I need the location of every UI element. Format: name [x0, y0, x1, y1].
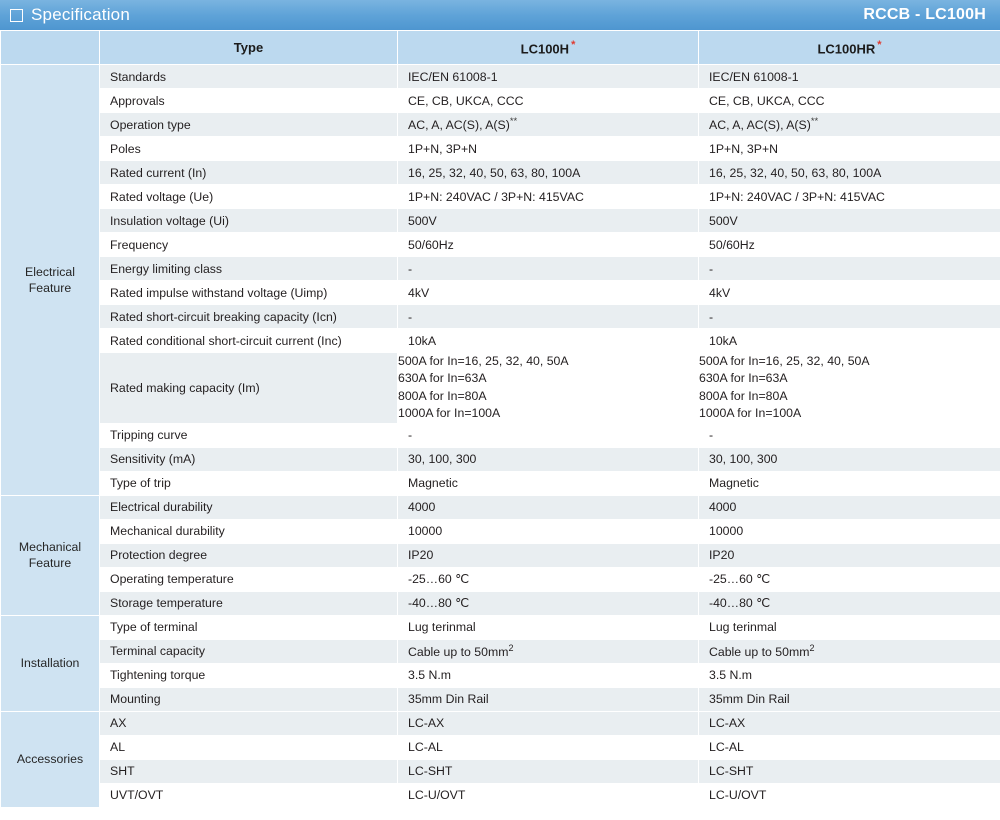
group-cell-mechanical-feature [1, 495, 100, 615]
type-column-header [100, 31, 398, 65]
row-label: Approvals [100, 89, 398, 113]
row-label: Mechanical durability [100, 519, 398, 543]
table-row [1, 543, 1000, 567]
row-value-lc100hr: CE, CB, UKCA, CCC [699, 89, 1000, 113]
row-value-lc100hr: 3.5 N.m [699, 663, 1000, 687]
row-value-lc100hr [699, 113, 1000, 137]
row-label: Type of terminal [100, 615, 398, 639]
row-value-lc100hr: -40…80 ℃ [699, 591, 1000, 615]
group-label-line-1: Installation [20, 656, 80, 671]
row-value-lc100h-superscript: 2 [508, 643, 514, 654]
row-value-line: 630A for In=63A [699, 371, 788, 386]
row-value-lc100hr-note: ** [810, 116, 819, 128]
row-label: Standards [100, 65, 398, 89]
group-label-line-1: Electrical [25, 264, 75, 279]
row-value-lc100h-note: ** [509, 116, 518, 128]
row-value-lc100hr: IP20 [699, 543, 1000, 567]
row-value-lc100h: IP20 [398, 543, 699, 567]
row-value-lc100hr: LC-U/OVT [699, 783, 1000, 807]
group-corner-cell [1, 31, 100, 65]
row-value-lc100h: 10000 [398, 519, 699, 543]
row-value-lc100h: - [398, 257, 699, 281]
row-value-lc100hr: 30, 100, 300 [699, 447, 1000, 471]
table-row [1, 783, 1000, 807]
group-cell-electrical-feature [1, 65, 100, 496]
row-value-lc100hr: 50/60Hz [699, 233, 1000, 257]
row-value-lc100hr-text: Cable up to 50mm [709, 645, 810, 660]
row-value-lc100h: IEC/EN 61008-1 [398, 65, 699, 89]
row-value-lc100hr: 4000 [699, 495, 1000, 519]
row-value-line: 500A for In=16, 25, 32, 40, 50A [699, 354, 870, 368]
row-value-lc100h: LC-AL [398, 735, 699, 759]
table-row [1, 615, 1000, 639]
table-row [1, 495, 1000, 519]
table-row [1, 353, 1000, 424]
table-row [1, 89, 1000, 113]
row-value-lc100hr: 10kA [699, 329, 1000, 353]
row-value-lc100hr: 500V [699, 209, 1000, 233]
row-value-lc100h: -25…60 ℃ [398, 567, 699, 591]
row-label: Type of trip [100, 471, 398, 495]
lc100hr-header-star: * [877, 38, 882, 51]
row-label: Tripping curve [100, 423, 398, 447]
row-value-lc100h [398, 639, 699, 663]
table-row [1, 233, 1000, 257]
row-value-lc100h: - [398, 305, 699, 329]
group-cell-installation [1, 615, 100, 711]
group-label-line-2: Feature [28, 556, 72, 571]
row-label: Mounting [100, 687, 398, 711]
table-row [1, 113, 1000, 137]
table-header-row [1, 31, 1000, 65]
row-label: AL [100, 735, 398, 759]
table-row [1, 423, 1000, 447]
row-value-lc100hr: 10000 [699, 519, 1000, 543]
lc100h-column-header-label: LC100H [520, 41, 570, 57]
header-left-group [10, 5, 130, 25]
table-row [1, 519, 1000, 543]
row-value-lc100h-text: Cable up to 50mm [408, 645, 509, 660]
group-label-line-2: Feature [28, 280, 72, 295]
row-label: Operating temperature [100, 567, 398, 591]
row-label: Rated making capacity (Im) [100, 353, 398, 424]
table-row [1, 257, 1000, 281]
row-value-line: 800A for In=80A [699, 388, 788, 403]
table-row [1, 329, 1000, 353]
row-value-lc100h: Lug terinmal [398, 615, 699, 639]
row-value-lc100hr: - [699, 423, 1000, 447]
table-row [1, 471, 1000, 495]
table-row [1, 281, 1000, 305]
table-row [1, 161, 1000, 185]
table-row [1, 185, 1000, 209]
row-value-lc100hr: LC-AL [699, 735, 1000, 759]
row-value-lc100h: - [398, 423, 699, 447]
specification-table [0, 30, 1000, 808]
row-value-lc100hr: 35mm Din Rail [699, 687, 1000, 711]
table-row [1, 735, 1000, 759]
lc100h-column-header [398, 31, 699, 65]
type-column-header-label: Type [233, 40, 264, 55]
row-label: Rated impulse withstand voltage (Uimp) [100, 281, 398, 305]
row-value-lc100hr: LC-SHT [699, 759, 1000, 783]
lc100hr-column-header-label: LC100HR [817, 41, 876, 57]
row-value-lc100h: 16, 25, 32, 40, 50, 63, 80, 100A [398, 161, 699, 185]
row-value-lc100hr: 16, 25, 32, 40, 50, 63, 80, 100A [699, 161, 1000, 185]
row-value-lc100h: 1P+N, 3P+N [398, 137, 699, 161]
row-value-lc100h: Magnetic [398, 471, 699, 495]
table-row [1, 639, 1000, 663]
row-value-lc100hr: 4kV [699, 281, 1000, 305]
table-row [1, 137, 1000, 161]
row-value-lc100hr [699, 353, 1000, 424]
row-value-lc100hr: -25…60 ℃ [699, 567, 1000, 591]
row-value-lc100h: 4kV [398, 281, 699, 305]
row-value-line: 1000A for In=100A [699, 406, 802, 421]
row-value-lc100hr: - [699, 305, 1000, 329]
group-label-line-1: Mechanical [18, 540, 82, 555]
row-value-lc100hr: - [699, 257, 1000, 281]
table-row [1, 591, 1000, 615]
row-value-lc100h: 30, 100, 300 [398, 447, 699, 471]
row-value-lc100h: LC-AX [398, 711, 699, 735]
row-value-lc100hr: LC-AX [699, 711, 1000, 735]
row-value-lc100h: 3.5 N.m [398, 663, 699, 687]
row-value-lc100h [398, 353, 699, 424]
row-label: Protection degree [100, 543, 398, 567]
lc100h-header-star: * [571, 38, 576, 51]
row-value-lc100h: LC-SHT [398, 759, 699, 783]
row-label: Energy limiting class [100, 257, 398, 281]
row-value-lc100h: 10kA [398, 329, 699, 353]
row-value-lc100hr-text: AC, A, AC(S), A(S) [709, 118, 811, 133]
row-label: SHT [100, 759, 398, 783]
row-label: Rated voltage (Ue) [100, 185, 398, 209]
table-row [1, 663, 1000, 687]
row-value-line: 800A for In=80A [398, 388, 487, 403]
row-label: Rated short-circuit breaking capacity (Icn) [100, 305, 398, 329]
product-label: RCCB - LC100H [863, 6, 986, 23]
row-label: Frequency [100, 233, 398, 257]
row-label: Sensitivity (mA) [100, 447, 398, 471]
row-label: Storage temperature [100, 591, 398, 615]
row-label: AX [100, 711, 398, 735]
row-value-lc100h: CE, CB, UKCA, CCC [398, 89, 699, 113]
row-label: Rated current (In) [100, 161, 398, 185]
table-row [1, 711, 1000, 735]
row-label: Electrical durability [100, 495, 398, 519]
group-cell-accessories [1, 711, 100, 807]
row-value-line: 630A for In=63A [398, 371, 487, 386]
row-value-lc100hr: IEC/EN 61008-1 [699, 65, 1000, 89]
row-value-lc100hr [699, 639, 1000, 663]
row-value-line: 500A for In=16, 25, 32, 40, 50A [398, 354, 569, 368]
table-row [1, 305, 1000, 329]
row-label: Operation type [100, 113, 398, 137]
row-value-lc100hr: Lug terinmal [699, 615, 1000, 639]
page-title: Specification [31, 5, 130, 24]
row-label: Tightening torque [100, 663, 398, 687]
table-row [1, 65, 1000, 89]
row-value-lc100hr: Magnetic [699, 471, 1000, 495]
row-value-lc100h: LC-U/OVT [398, 783, 699, 807]
row-value-lc100h: 500V [398, 209, 699, 233]
group-label-line-1: Accessories [16, 752, 84, 767]
row-value-line: 1000A for In=100A [398, 406, 501, 421]
lc100hr-column-header [699, 31, 1000, 65]
row-value-lc100hr: 1P+N, 3P+N [699, 137, 1000, 161]
row-label: UVT/OVT [100, 783, 398, 807]
specification-header [0, 0, 1000, 30]
row-value-lc100h [398, 113, 699, 137]
row-label: Rated conditional short-circuit current (Inc) [100, 329, 398, 353]
row-label: Insulation voltage (Ui) [100, 209, 398, 233]
row-value-lc100h: 4000 [398, 495, 699, 519]
table-row [1, 209, 1000, 233]
row-value-lc100hr-superscript: 2 [809, 643, 815, 654]
row-value-lc100hr: 1P+N: 240VAC / 3P+N: 415VAC [699, 185, 1000, 209]
row-value-lc100h: -40…80 ℃ [398, 591, 699, 615]
table-row [1, 447, 1000, 471]
table-row [1, 567, 1000, 591]
row-label: Terminal capacity [100, 639, 398, 663]
row-value-lc100h-text: AC, A, AC(S), A(S) [408, 118, 510, 133]
square-outline-icon [10, 9, 23, 22]
row-value-lc100h: 1P+N: 240VAC / 3P+N: 415VAC [398, 185, 699, 209]
table-body [1, 65, 1000, 808]
row-value-lc100h: 35mm Din Rail [398, 687, 699, 711]
table-row [1, 759, 1000, 783]
row-value-lc100h: 50/60Hz [398, 233, 699, 257]
table-row [1, 687, 1000, 711]
row-label: Poles [100, 137, 398, 161]
